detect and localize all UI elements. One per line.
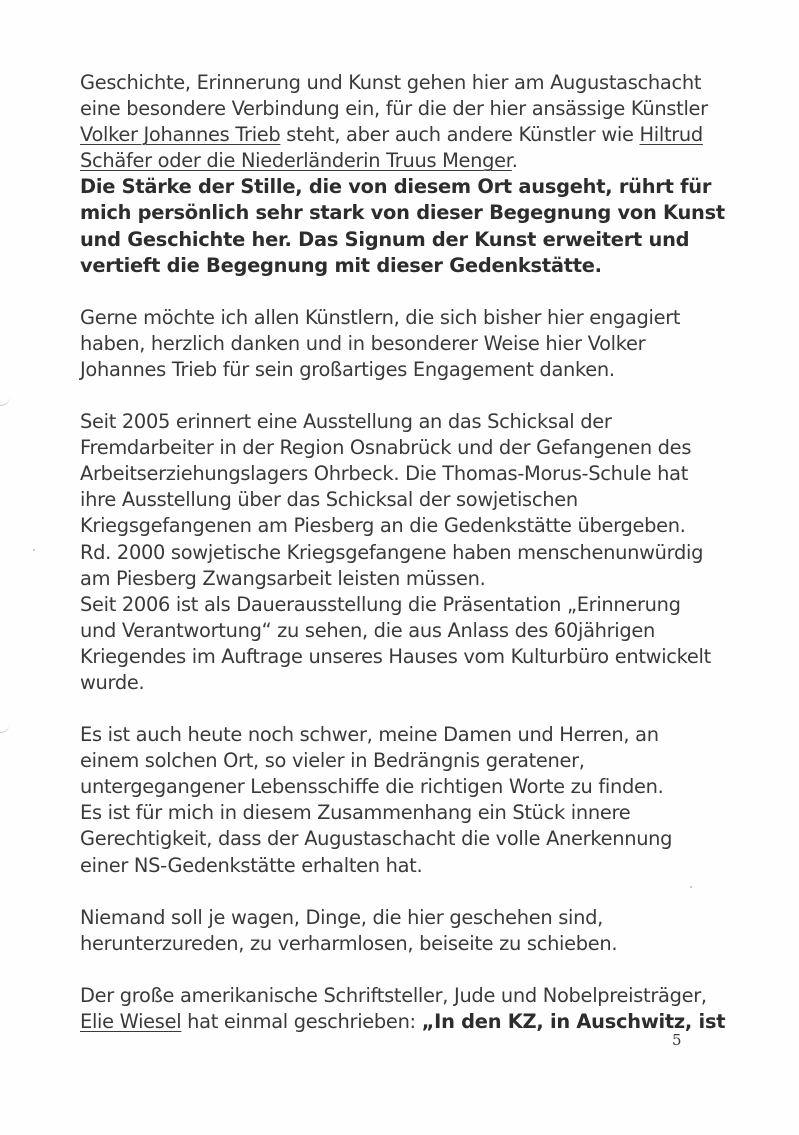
artist-name-trieb: Volker Johannes Trieb <box>80 123 281 147</box>
text-line: am Piesberg Zwangsarbeit leisten müssen. <box>80 566 486 590</box>
text-line: einem solchen Ort, so vieler in Bedrängnis geratener, <box>80 749 585 773</box>
paragraph-remembrance <box>80 722 700 879</box>
text-line: Seit 2005 erinnert eine Ausstellung an das Schicksal der <box>80 410 612 434</box>
text-line: Kriegendes im Auftrage unseres Hauses vom Kulturbüro entwickelt <box>80 644 711 668</box>
author-name-wiesel: Elie Wiesel <box>80 1009 182 1033</box>
document-body <box>80 70 726 1035</box>
text-line: Fremdarbeiter in der Region Osnabrück und der Gefangenen des <box>80 436 692 460</box>
text-line: Johannes Trieb für sein großartiges Engagement danken. <box>80 357 615 381</box>
text-line: Arbeitserziehungslagers Ohrbeck. Die Thomas-Morus-Schule hat <box>80 462 689 486</box>
text-line: haben, herzlich danken und in besonderer Weise hier Volker <box>80 331 646 355</box>
text-line: untergegangener Lebensschiffe die richtigen Worte zu finden. <box>80 775 664 799</box>
text-line: und Verantwortung“ zu sehen, die aus Anlass des 60jährigen <box>80 618 656 642</box>
text-line: Rd. 2000 sowjetische Kriegsgefangene haben menschenunwürdig <box>80 540 704 564</box>
paragraph-intro <box>80 70 708 174</box>
text-line <box>80 1009 726 1035</box>
text-line: Es ist für mich in diesem Zusammenhang ein Stück innere <box>80 801 631 825</box>
paragraph-gap <box>80 383 700 409</box>
scan-mark <box>0 395 10 406</box>
page-number: 5 <box>672 1031 682 1049</box>
text-line <box>80 148 700 174</box>
bold-line: Die Stärke der Stille, die von diesem Ort ausgeht, rührt für <box>80 175 712 199</box>
text-line: Geschichte, Erinnerung und Kunst gehen hier am Augustaschacht <box>80 71 702 94</box>
text-span: . <box>511 149 518 173</box>
text-line: Es ist auch heute noch schwer, meine Damen und Herren, an <box>80 723 659 747</box>
text-line: einer NS-Gedenkstätte erhalten hat. <box>80 853 423 877</box>
text-line: Seit 2006 ist als Dauerausstellung die Präsentation „Erinnerung <box>80 592 681 616</box>
text-line: Der große amerikanische Schriftsteller, Jude und Nobelpreisträger, <box>80 983 707 1007</box>
text-line: herunterzureden, zu verharmlosen, beiseite zu schieben. <box>80 931 618 955</box>
text-line: eine besondere Verbindung ein, für die der hier ansässige Künstler <box>80 97 708 121</box>
text-line: Gerne möchte ich allen Künstlern, die sich bisher hier engagiert <box>80 305 681 329</box>
paragraph-quote-intro <box>80 983 726 1035</box>
artist-name-schaefer: Hiltrud <box>639 123 703 147</box>
text-span: steht, aber auch andere Künstler wie <box>280 123 640 147</box>
bold-line: und Geschichte her. Das Signum der Kunst erweitert und <box>80 227 690 251</box>
paragraph-gap <box>80 696 700 722</box>
text-line: ihre Ausstellung über das Schicksal der sowjetischen <box>80 488 578 512</box>
bold-line: vertieft die Begegnung mit dieser Gedenkstätte. <box>80 253 602 277</box>
artist-name-menger: Schäfer oder die Niederländerin Truus Menger <box>80 149 512 173</box>
paragraph-thanks <box>80 305 700 383</box>
scan-speck <box>33 549 35 551</box>
paragraph-gap <box>80 879 700 905</box>
paragraph-gap <box>80 957 700 983</box>
text-line: wurde. <box>80 670 145 694</box>
text-line <box>80 122 703 148</box>
text-line: Niemand soll je wagen, Dinge, die hier geschehen sind, <box>80 905 603 929</box>
paragraph-warning <box>80 905 700 957</box>
text-span: hat einmal geschrieben: <box>181 1009 422 1033</box>
bold-line: mich persönlich sehr stark von dieser Begegnung von Kunst <box>80 201 725 225</box>
paragraph-bold-emphasis <box>80 174 725 278</box>
paragraph-exhibitions <box>80 409 711 696</box>
paragraph-gap <box>80 279 700 305</box>
text-line: Kriegsgefangenen am Piesberg an die Gedenkstätte übergeben. <box>80 514 686 538</box>
text-line: Gerechtigkeit, dass der Augustaschacht die volle Anerkennung <box>80 827 673 851</box>
scan-mark <box>0 722 10 733</box>
quote-start: „In den KZ, in Auschwitz, ist <box>421 1009 726 1033</box>
